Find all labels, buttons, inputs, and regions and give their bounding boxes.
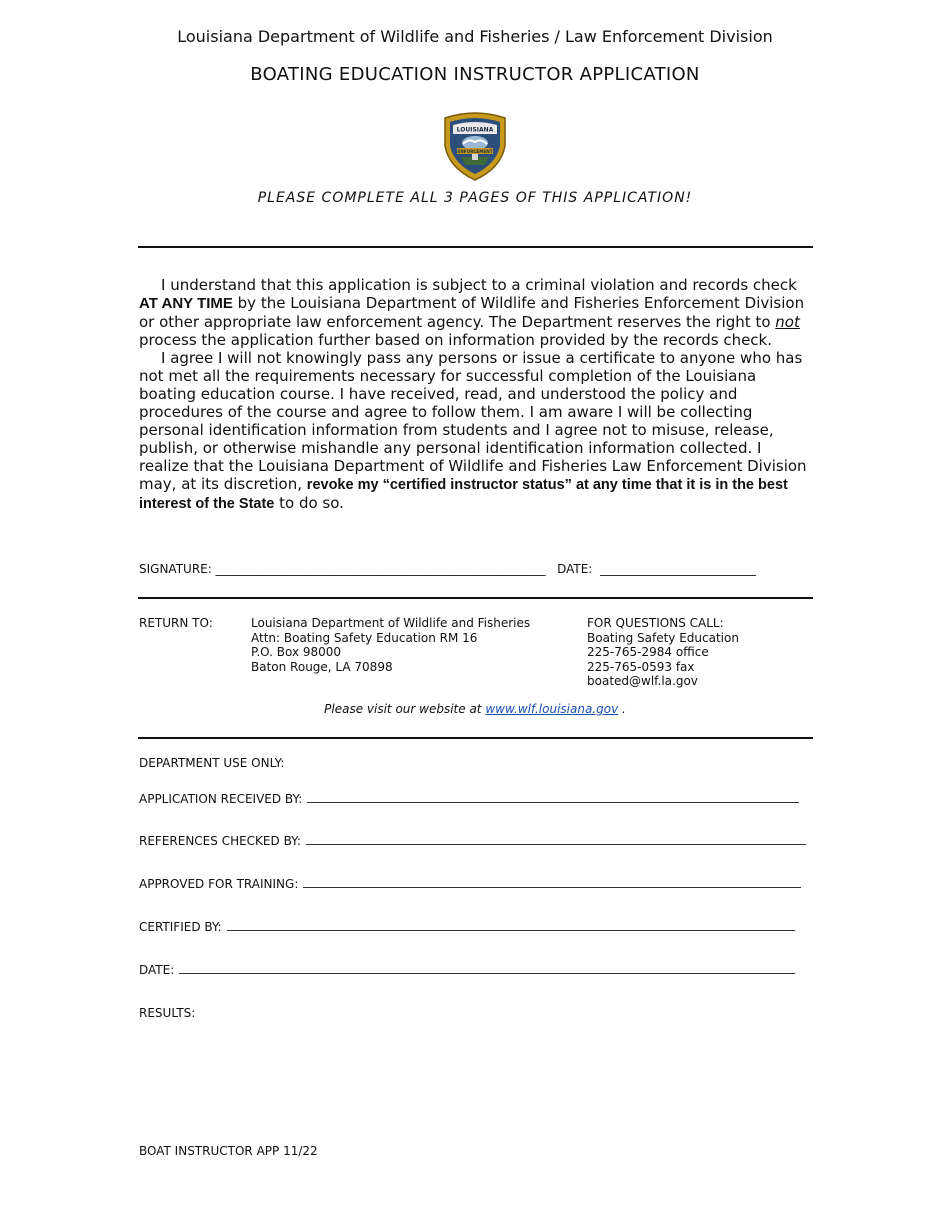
divider	[138, 737, 813, 739]
department-date-row	[139, 963, 795, 977]
signature-label: SIGNATURE:	[139, 562, 212, 576]
certified-by-row	[139, 920, 795, 934]
return-to-label: RETURN TO:	[139, 616, 213, 630]
application-received-by-row	[139, 792, 799, 806]
department-date-field[interactable]	[179, 963, 795, 974]
at-any-time-emphasis: AT ANY TIME	[139, 295, 233, 312]
approved-for-training-row	[139, 877, 801, 891]
divider	[138, 597, 813, 599]
revoke-status-emphasis: revoke my “certified instructor status” at any time that it is in the best interest of the State	[139, 477, 788, 512]
address-line: Louisiana Department of Wildlife and Fisheries	[251, 616, 531, 630]
address-line: P.O. Box 98000	[251, 645, 342, 659]
website-link[interactable]: www.wlf.louisiana.gov	[485, 702, 619, 716]
department-use-heading: DEPARTMENT USE ONLY:	[139, 756, 285, 770]
divider	[138, 246, 813, 248]
field-label: CERTIFIED BY:	[139, 920, 222, 934]
agreement-paragraph-1: I understand that this application is subject to a criminal violation and records check AT ANY TIME by the Louisiana Department of Wildlife and Fisheries Enforcement Division or other appropriate law enforcement agency. The Department reserves the right to not process the application further based on information provided by the records check.	[139, 276, 805, 349]
results-label: RESULTS:	[139, 1006, 196, 1020]
references-checked-by-field[interactable]	[306, 834, 806, 845]
contact-email: boated@wlf.la.gov	[587, 674, 698, 688]
questions-contact	[587, 616, 739, 689]
agreement-paragraph-2: I agree I will not knowingly pass any persons or issue a certificate to anyone who has not met all the requirements necessary for successful completion of the Louisiana boating education course. I have received, read, and understood the policy and procedures of the course and agree to follow them. I am aware I will be collecting personal identification information from students and I agree not to misuse, release, publish, or otherwise mishandle any personal identification information collected. I realize that the Louisiana Department of Wildlife and Fisheries Law Enforcement Division may, at its discretion, revoke my “certified instructor status” at any time that it is in the best interest of the State to do so.	[139, 349, 807, 512]
contact-fax: 225-765-0593 fax	[587, 659, 695, 674]
contact-line: Boating Safety Education	[587, 630, 739, 645]
address-line: Baton Rouge, LA 70898	[251, 659, 393, 674]
certified-by-field[interactable]	[227, 920, 795, 931]
website-note: Please visit our website at www.wlf.louisiana.gov .	[324, 702, 626, 716]
approved-for-training-field[interactable]	[303, 877, 801, 888]
svg-text:ENFORCEMENT: ENFORCEMENT	[457, 149, 493, 154]
return-address	[251, 616, 530, 674]
field-label: APPLICATION RECEIVED BY:	[139, 792, 303, 806]
questions-heading: FOR QUESTIONS CALL:	[587, 616, 724, 630]
not-emphasis: not	[775, 313, 800, 331]
svg-text:LOUISIANA: LOUISIANA	[456, 126, 494, 134]
application-received-by-field[interactable]	[307, 792, 799, 803]
signature-row	[139, 562, 815, 576]
form-id: BOAT INSTRUCTOR APP 11/22	[139, 1144, 318, 1158]
references-checked-by-row	[139, 834, 806, 848]
field-label: APPROVED FOR TRAINING:	[139, 877, 299, 891]
address-line: Attn: Boating Safety Education RM 16	[251, 630, 478, 645]
department-header: Louisiana Department of Wildlife and Fisheries / Law Enforcement Division	[177, 27, 773, 46]
signature-field[interactable]: _______________________________________________________	[215, 562, 546, 576]
page-title: BOATING EDUCATION INSTRUCTOR APPLICATION	[250, 64, 700, 85]
agreement-text	[139, 276, 815, 513]
contact-phone: 225-765-2984 office	[587, 645, 709, 659]
date-field[interactable]: __________________________	[599, 562, 756, 576]
field-label: REFERENCES CHECKED BY:	[139, 834, 301, 848]
enforcement-badge-icon	[439, 110, 511, 182]
complete-all-pages-notice: PLEASE COMPLETE ALL 3 PAGES OF THIS APPLICATION!	[257, 190, 693, 206]
field-label: DATE:	[139, 963, 175, 977]
date-label: DATE:	[557, 562, 593, 576]
